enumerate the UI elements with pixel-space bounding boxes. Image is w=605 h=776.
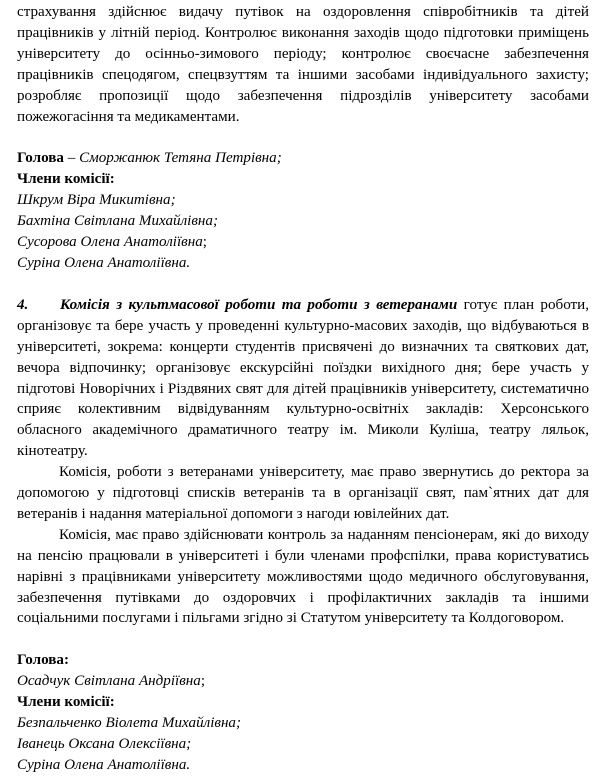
section4-paragraph-3: Комісія, має право здійснювати контроль за наданням пенсіонерам, які до виходу на пенсію працювали в університеті і були членами профспілки, права користуватись нарівні з працівниками університету можливостями щодо медичного обслуговування, забезпечення путівками до оздоровчих і профілактичних закладів та іншими соціальними послугами і пільгами згідно зі Статутом університету та Колдоговором. (17, 526, 589, 627)
commission4-head-label: Голова: (17, 652, 69, 669)
commission3-member: Шкрум Віра Микитівна; (17, 192, 176, 209)
spacer (17, 274, 589, 295)
commission4-head: Осадчук Світлана Андріївна; (17, 673, 206, 690)
section-number: 4. (17, 296, 29, 313)
section-title: Комісія з культмасової роботи та роботи з ветеранами (60, 296, 458, 313)
commission4-members-label: Члени комісії: (17, 694, 115, 711)
section4-paragraph-1-text: готує план роботи, організовує та бере участь у проведенні культурно-масових заходів, що відбуваються в університеті, зокрема: концерти студентів присвячені до визначних та святкових дат, вечора відпочинку; організовує екскурсійні поїздки вихідного дня; бере участь у підготові Новорічних і Різдвяних свят для дітей працівників університету, систематично сприяє колективним відвідуванням культурно-освітніх закладів: Херсонського обласного академічного драматичного театру ім. Миколи Куліша, театру ляльок, кінотеатру. (17, 296, 589, 460)
commission3-members-label: Члени комісії: (17, 171, 115, 188)
commission3-member: Сусорова Олена Анатоліївна; (17, 234, 207, 251)
spacer (17, 127, 589, 148)
spacer (17, 629, 589, 650)
commission3-member: Бахтіна Світлана Михайлівна; (17, 213, 218, 230)
section4-paragraph-2: Комісія, роботи з ветеранами університету, має право звернутись до ректора за допомогою у підготовці списків ветеранів та в організації свят, пам`ятних дат для ветеранів і надання матеріальної допомоги з нагоди ювілейних дат. (17, 464, 589, 522)
head-name: Сморжанюк Тетяна Петрівна; (79, 150, 282, 167)
intro-paragraph: страхування здійснює видачу путівок на оздоровлення співробітників та дітей працівників у літній період. Контролює виконання заходів щодо підготовки приміщень університету до осінньо-зимового періоду; контролює своєчасне забезпечення працівників спецодягом, спецвзуттям та іншими засобами індивідуального захисту; розробляє пропозиції щодо забезпечення підрозділів університету засобами пожежогасіння та медикаментами. (17, 4, 589, 125)
commission3-member: Суріна Олена Анатоліївна. (17, 254, 191, 271)
commission4-member: Іванець Оксана Олексіївна; (17, 736, 192, 752)
commission4-member: Суріна Олена Анатоліївна. (17, 756, 191, 773)
head-label: Голова (17, 150, 64, 167)
commission3-head (17, 148, 589, 169)
commission4-member: Безпальченко Віолета Михайлівна; (17, 715, 242, 732)
section4-paragraph-1 (17, 295, 589, 462)
head-dash: – (63, 150, 80, 167)
